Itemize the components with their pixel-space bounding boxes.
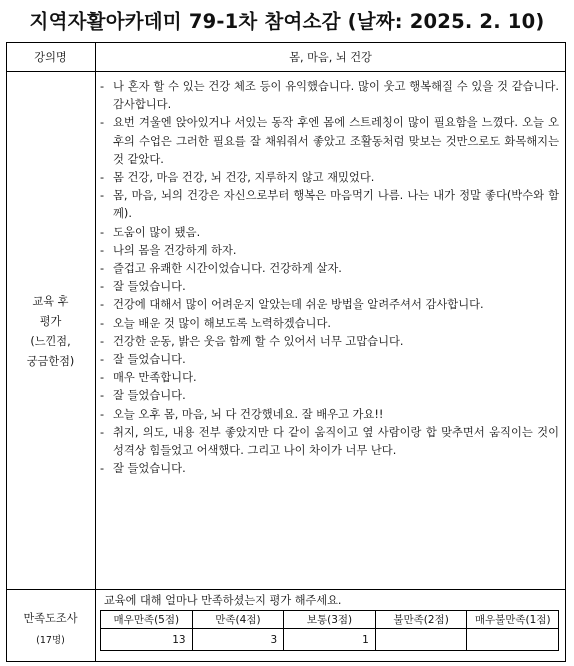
rating-header: 매우불만족(1점) — [467, 611, 559, 629]
feedback-item: - 몸, 마음, 뇌의 건강은 자신으로부터 행복은 마음먹기 나름. 나는 내가 정말 좋다(박수와 함께). — [97, 187, 559, 223]
evaluation-label-line: (느낀점, — [30, 335, 71, 348]
satisfaction-values-row — [101, 629, 559, 651]
feedback-item: - 오늘 배운 것 많이 해보도록 노력하겠습니다. — [97, 315, 559, 333]
lecture-name-label: 강의명 — [34, 51, 67, 64]
document-title: 지역자활아카데미 79-1차 참여소감 (날짜: 2025. 2. 10) — [29, 10, 545, 33]
feedback-item: - 잘 들었습니다. — [97, 351, 559, 369]
feedback-item: - 매우 만족합니다. — [97, 369, 559, 387]
feedback-item: - 취지, 의도, 내용 전부 좋았지만 다 같이 움직이고 옆 사람이랑 합 맞추면서 움직이는 것이 성격상 힘들었고 어색했다. 그리고 나이 차이가 너무 난다. — [97, 424, 559, 460]
evaluation-label-line: 평가 — [39, 315, 62, 328]
feedback-item: - 잘 들었습니다. — [97, 460, 559, 478]
feedback-item: - 나 혼자 할 수 있는 건강 체조 등이 유익했습니다. 많이 웃고 행복해질 수 있을 것 같습니다. 감사합니다. — [97, 78, 559, 114]
feedback-item: - 건강에 대해서 많이 어려운지 알았는데 쉬운 방법을 알려주셔서 감사합니다. — [97, 296, 559, 314]
feedback-item: - 나의 몸을 건강하게 하자. — [97, 242, 559, 260]
row-divider — [6, 71, 566, 72]
feedback-item: - 잘 들었습니다. — [97, 278, 559, 296]
satisfaction-table — [100, 610, 559, 651]
evaluation-label-line: 교육 후 — [32, 295, 69, 308]
rating-header: 불만족(2점) — [375, 611, 467, 629]
column-divider — [95, 42, 96, 662]
feedback-item: - 즐겁고 유쾌한 시간이었습니다. 건강하게 살자. — [97, 260, 559, 278]
feedback-item: - 잘 들었습니다. — [97, 387, 559, 405]
satisfaction-label: 만족도조사 — [23, 612, 78, 625]
feedback-list — [97, 78, 559, 478]
feedback-item: - 오늘 오후 몸, 마음, 뇌 다 건강했네요. 잘 배우고 가요!! — [97, 406, 559, 424]
rating-header: 보통(3점) — [284, 611, 376, 629]
feedback-item: - 요번 겨울엔 앉아있거나 서있는 동작 후엔 몸에 스트레칭이 많이 필요함을 느꼈다. 오늘 오후의 수업은 그러한 필요를 잘 채워줘서 좋았고 조활동처럼 맞보는 것만으로도 화목해지는 것 같았다. — [97, 114, 559, 169]
feedback-item: - 건강한 운동, 밝은 웃음 함께 할 수 있어서 너무 고맙습니다. — [97, 333, 559, 351]
rating-header: 매우만족(5점) — [101, 611, 193, 629]
evaluation-label — [6, 292, 95, 372]
rating-count — [467, 629, 559, 651]
satisfaction-header-row — [101, 611, 559, 629]
feedback-item: - 몸 건강, 마음 건강, 뇌 건강, 지루하지 않고 재밌었다. — [97, 169, 559, 187]
feedback-item: - 도움이 많이 됐음. — [97, 224, 559, 242]
evaluation-label-line: 궁금한점) — [26, 355, 75, 368]
rating-count: 3 — [192, 629, 284, 651]
respondent-count: (17명) — [36, 635, 65, 646]
rating-count: 1 — [284, 629, 376, 651]
rating-count: 13 — [101, 629, 193, 651]
lecture-name-value: 몸, 마음, 뇌 건강 — [289, 51, 372, 64]
rating-header: 만족(4점) — [192, 611, 284, 629]
survey-instruction: 교육에 대해 얼마나 만족하셨는지 평가 해주세요. — [104, 594, 342, 607]
rating-count — [375, 629, 467, 651]
row-divider — [6, 589, 566, 590]
